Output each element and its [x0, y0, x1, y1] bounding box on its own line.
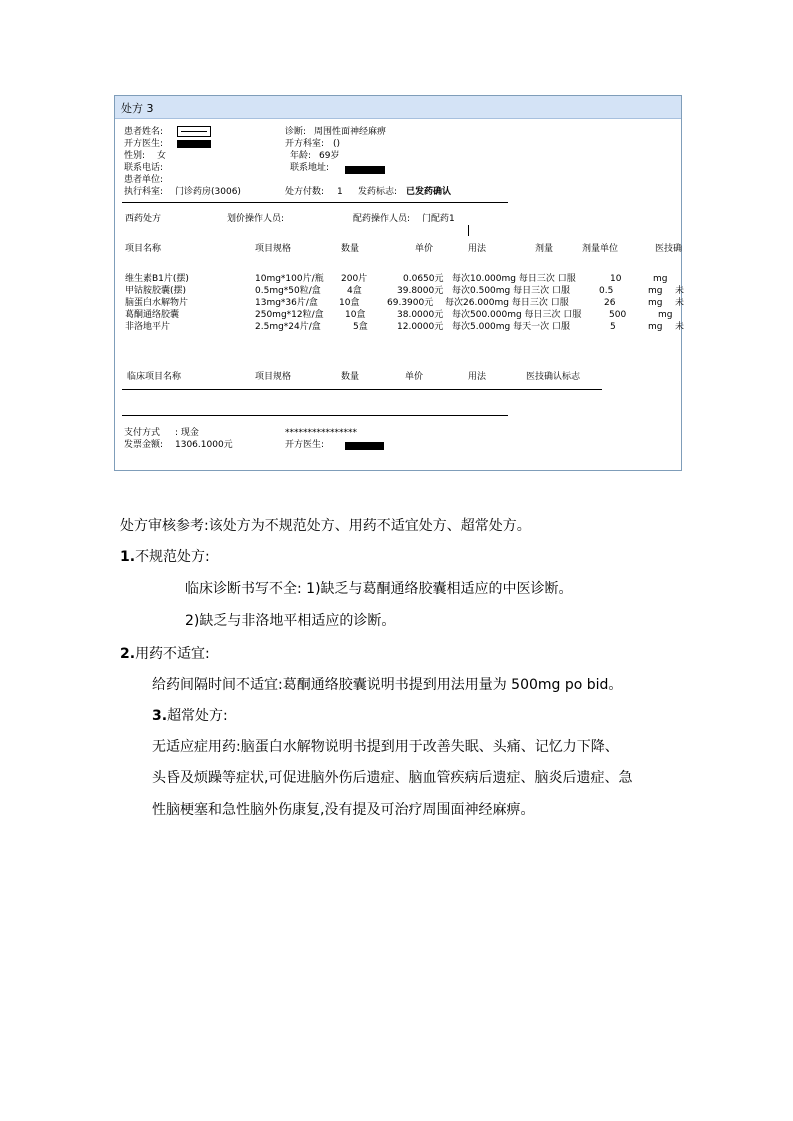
drug-spec: 13mg*36片/盒: [255, 298, 318, 308]
drug-price: 69.3900元: [387, 298, 434, 308]
payment-doctor-label: 开方医生:: [285, 440, 325, 450]
drug-dose: 500: [609, 310, 627, 320]
invoice-amount-value: 1306.1000元: [175, 440, 233, 450]
drug-price: 38.0000元: [397, 310, 444, 320]
clinical-header-qty: 数量: [341, 372, 360, 382]
age-label: 年龄:: [290, 151, 312, 161]
drug-spec: 250mg*12粒/盒: [255, 310, 324, 320]
col-header-price: 单价: [415, 244, 434, 254]
drug-usage: 每次10.000mg 每日三次 口服: [452, 274, 576, 284]
section-1-line-2: 2)缺乏与非洛地平相适应的诊断。: [185, 613, 396, 629]
drug-unit: mg: [658, 310, 673, 320]
invoice-amount-label: 发票金额:: [124, 440, 164, 450]
drug-dose: 10: [610, 274, 622, 284]
col-header-unit: 剂量单位: [582, 244, 619, 254]
exec-dept-label: 执行科室:: [124, 187, 164, 197]
section-3-title: 超常处方:: [167, 708, 228, 724]
gender-label: 性别:: [124, 151, 146, 161]
text-cursor: [468, 225, 469, 236]
age-value: 69岁: [319, 151, 340, 161]
col-header-usage: 用法: [468, 244, 487, 254]
section-3-number: 3.: [152, 708, 168, 724]
clinical-header-price: 单价: [405, 372, 424, 382]
masked-stars: ****************: [285, 428, 357, 438]
doctor-redacted: [177, 140, 211, 148]
drug-price: 0.0650元: [403, 274, 444, 284]
col-header-confirm: 医技确: [655, 244, 683, 254]
section-3-line-1: 无适应症用药:脑蛋白水解物说明书提到用于改善失眠、头痛、记忆力下降、: [152, 739, 619, 755]
drug-unit: mg: [648, 322, 663, 332]
payment-method-value: : 现金: [175, 428, 199, 438]
section-1-line-1: 临床诊断书写不全: 1)缺乏与葛酮通络胶囊相适应的中医诊断。: [185, 581, 573, 597]
section-1-number: 1.: [120, 549, 136, 565]
window-title: 处方 3: [121, 102, 154, 115]
drug-confirm: 未: [675, 286, 685, 296]
drug-spec: 10mg*100片/瓶: [255, 274, 324, 284]
drug-name: 脑蛋白水解物片: [125, 298, 189, 308]
clinical-header-name: 临床项目名称: [127, 372, 182, 382]
review-intro: 处方审核参考:该处方为不规范处方、用药不适宜处方、超常处方。: [120, 518, 531, 534]
drug-qty: 5盒: [353, 322, 368, 332]
pricing-operator-label: 划价操作人员:: [227, 214, 285, 224]
drug-confirm: 未: [675, 322, 685, 332]
col-header-name: 项目名称: [125, 244, 162, 254]
drug-dose: 26: [604, 298, 616, 308]
clinical-header-spec: 项目规格: [255, 372, 292, 382]
clinical-header-confirm: 医技确认标志: [526, 372, 581, 382]
drug-unit: mg: [653, 274, 668, 284]
section-3-line-3: 性脑梗塞和急性脑外伤康复,没有提及可治疗周围面神经麻痹。: [152, 802, 535, 818]
drug-qty: 10盒: [339, 298, 360, 308]
divider-clinical: [122, 389, 602, 390]
col-header-spec: 项目规格: [255, 244, 292, 254]
drug-usage: 每次500.000mg 每日三次 口服: [452, 310, 582, 320]
gender-value: 女: [157, 151, 167, 161]
section-3-line-2: 头昏及烦躁等症状,可促进脑外伤后遗症、脑血管疾病后遗症、脑炎后遗症、急: [152, 770, 633, 786]
col-header-dose: 剂量: [535, 244, 554, 254]
section-1-title: 不规范处方:: [135, 549, 210, 565]
drug-qty: 200片: [341, 274, 368, 284]
diagnosis-value: 周围性面神经麻痹: [314, 127, 387, 137]
section-2-number: 2.: [120, 646, 136, 662]
payment-method-label: 支付方式: [124, 428, 161, 438]
drug-usage: 每次26.000mg 每日三次 口服: [445, 298, 569, 308]
divider-bottom: [122, 415, 508, 416]
patient-unit-label: 患者单位:: [124, 175, 164, 185]
patient-name-redacted: [177, 126, 211, 137]
western-section-label: 西药处方: [125, 214, 162, 224]
drug-name: 维生素B1片(摆): [125, 274, 189, 284]
payment-doctor-redacted: [345, 442, 384, 450]
section-2-heading: [120, 645, 210, 663]
patient-name-label: 患者姓名:: [124, 127, 164, 137]
drug-confirm: 未: [675, 298, 685, 308]
address-label: 联系地址:: [290, 163, 330, 173]
section-2-title: 用药不适宜:: [135, 646, 210, 662]
drug-dose: 5: [610, 322, 616, 332]
section-2-line-1: 给药间隔时间不适宜:葛酮通络胶囊说明书提到用法用量为 500mg po bid。: [152, 677, 623, 693]
address-redacted: [345, 166, 385, 174]
drug-unit: mg: [648, 286, 663, 296]
count-label: 处方付数:: [285, 187, 325, 197]
doctor-label: 开方医生:: [124, 139, 164, 149]
section-3-heading: [152, 707, 228, 725]
prescription-window: [114, 95, 685, 471]
clinical-header-usage: 用法: [468, 372, 487, 382]
drug-qty: 4盒: [347, 286, 362, 296]
phone-label: 联系电话:: [124, 163, 164, 173]
drug-qty: 10盒: [345, 310, 366, 320]
diagnosis-label: 诊断:: [285, 127, 307, 137]
drug-spec: 2.5mg*24片/盒: [255, 322, 321, 332]
exec-dept-value: 门诊药房(3006): [175, 187, 241, 197]
dispense-value: 已发药确认: [406, 187, 452, 197]
drug-name: 非洛地平片: [125, 322, 171, 332]
drug-spec: 0.5mg*50粒/盒: [255, 286, 321, 296]
count-value: 1: [337, 187, 343, 197]
drug-usage: 每次0.500mg 每日三次 口服: [452, 286, 570, 296]
dispense-label: 发药标志:: [358, 187, 398, 197]
drug-price: 12.0000元: [397, 322, 444, 332]
divider-top: [122, 202, 508, 203]
window-title-bar: [115, 96, 681, 119]
drug-price: 39.8000元: [397, 286, 444, 296]
col-header-qty: 数量: [341, 244, 360, 254]
presc-dept-label: 开方科室:: [285, 139, 325, 149]
section-1-heading: [120, 548, 210, 566]
drug-usage: 每次5.000mg 每天一次 口服: [452, 322, 570, 332]
presc-dept-value: (): [333, 139, 341, 149]
drug-unit: mg: [648, 298, 663, 308]
dispenser-label: 配药操作人员:: [353, 214, 411, 224]
prescription-body: [115, 119, 685, 470]
drug-name: 甲钴胺胶囊(摆): [125, 286, 187, 296]
dispenser-value: 门配药1: [422, 214, 455, 224]
drug-name: 葛酮通络胶囊: [125, 310, 180, 320]
drug-dose: 0.5: [599, 286, 614, 296]
